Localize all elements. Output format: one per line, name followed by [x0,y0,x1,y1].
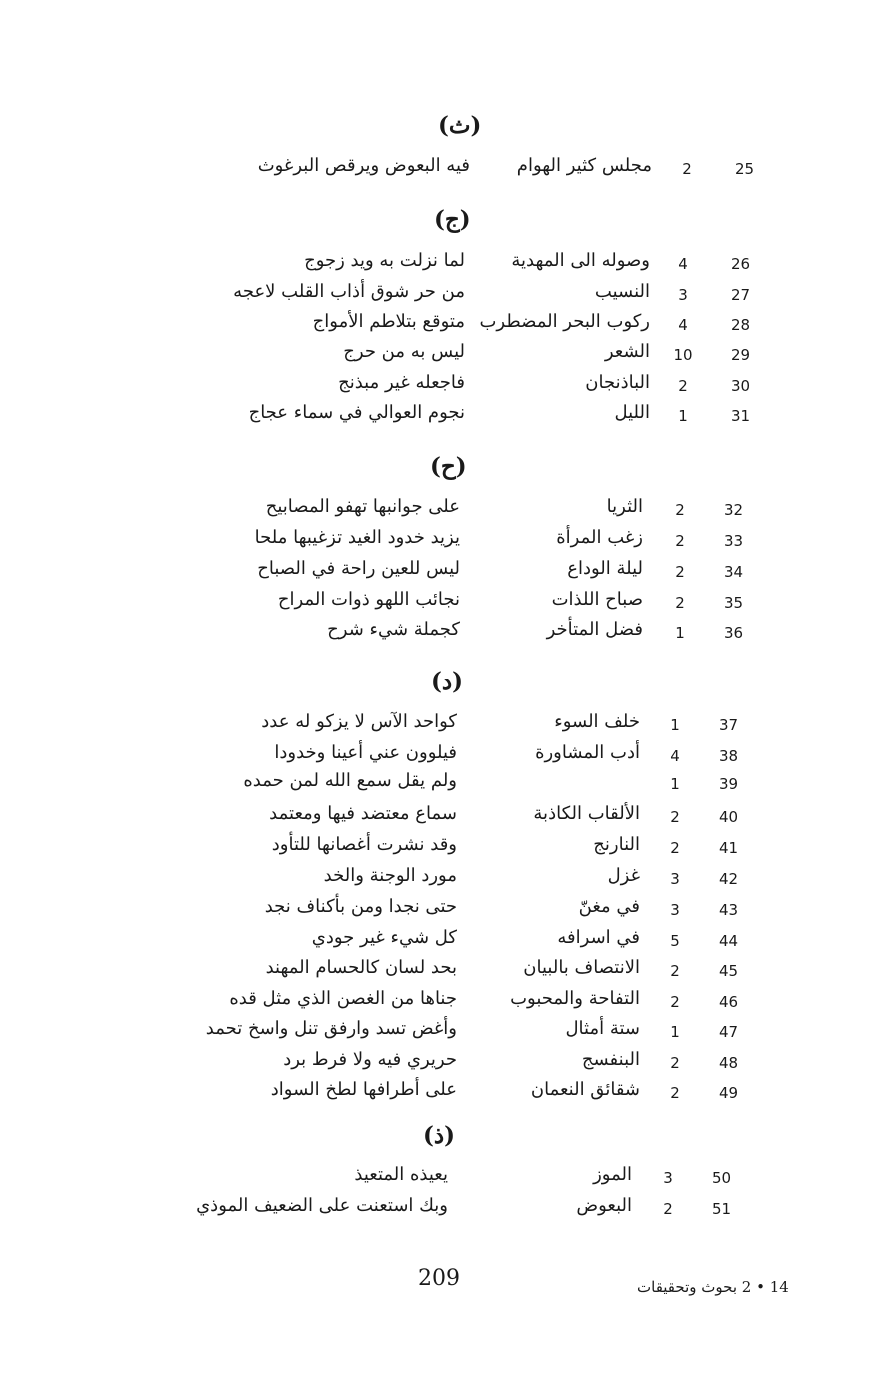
poem-title: الألقاب الكاذبة [533,803,640,824]
verse-ending: على أطرافها لطخ السواد [270,1079,457,1100]
entry-number: 51 [712,1200,732,1218]
entry-number: 33 [724,532,744,550]
entry-number: 30 [731,377,751,395]
entry-number: 40 [719,808,739,826]
poem-title: النسيب [594,281,650,302]
verse-ending: لما نزلت به ويد زجوج [304,250,465,271]
section-letter-heading: (د) [431,668,464,695]
poem-title: البنفسج [581,1049,640,1070]
verse-ending: على جوانبها تهفو المصابيح [265,496,460,517]
section-letter-heading: (ث) [438,112,482,139]
verse-count: 2 [670,839,680,857]
verse-count: 4 [670,747,680,765]
verse-ending: نجائب اللهو ذوات المراح [277,589,460,610]
verse-ending: كجملة شيء شرح [327,619,460,640]
verse-count: 10 [673,346,693,364]
verse-ending: جناها من الغصن الذي مثل قده [229,988,457,1009]
poem-title: الثريا [606,496,643,517]
verse-count: 5 [670,932,680,950]
verse-ending: فاجعله غير مبذنج [338,372,465,393]
section-letter-heading: (ذ) [423,1122,456,1149]
verse-count: 1 [670,775,680,793]
verse-ending: سماع معتضد فيها ومعتمد [269,803,457,824]
poem-title: مجلس كثير الهوام [516,155,652,176]
poem-title: شقائق النعمان [530,1079,640,1100]
verse-ending: كل شيء غير جودي [311,927,457,948]
verse-ending: متوقع بتلاطم الأمواج [312,311,465,332]
verse-count: 4 [678,255,688,273]
entry-number: 39 [719,775,739,793]
verse-count: 1 [670,716,680,734]
verse-count: 3 [678,286,688,304]
verse-count: 2 [675,501,685,519]
poem-title: وصوله الى المهدية [511,250,650,271]
verse-count: 1 [675,624,685,642]
verse-count: 2 [670,808,680,826]
verse-count: 2 [682,160,692,178]
poem-title: التفاحة والمحبوب [510,988,640,1009]
verse-count: 3 [663,1169,673,1187]
entry-number: 47 [719,1023,739,1041]
verse-ending: حتى نجدا ومن بأكناف نجد [264,896,457,917]
section-letter-heading: (ح) [430,453,467,480]
verse-count: 2 [670,1054,680,1072]
entry-number: 50 [712,1169,732,1187]
verse-count: 3 [670,901,680,919]
entry-number: 42 [719,870,739,888]
verse-ending: وأغض تسد وارفق تنل واسخ تحمد [205,1018,457,1039]
entry-number: 38 [719,747,739,765]
verse-count: 2 [675,563,685,581]
verse-ending: من حر شوق أذاب القلب لاعجه [233,281,465,302]
poem-title: الشعر [604,341,650,362]
entry-number: 36 [724,624,744,642]
entry-number: 46 [719,993,739,1011]
entry-number: 37 [719,716,739,734]
verse-ending: كواحد الآس لا يزكو له عدد [261,711,457,732]
verse-count: 2 [675,594,685,612]
poem-title: فضل المتأخر [546,619,643,640]
verse-count: 2 [678,377,688,395]
verse-ending: مورد الوجنة والخد [323,865,457,886]
verse-ending: يعيذه المتعيذ [354,1164,448,1185]
verse-ending: ولم يقل سمع الله لمن حمده [243,770,457,791]
verse-ending: فيه البعوض ويرقص البرغوث [257,155,470,176]
poem-title: في مغنّ [578,896,640,917]
page-number: 209 [418,1266,460,1291]
verse-count: 1 [678,407,688,425]
poem-title: ستة أمثال [565,1018,640,1039]
verse-ending: ليس للعين راحة في الصباح [257,558,460,579]
entry-number: 32 [724,501,744,519]
entry-number: 45 [719,962,739,980]
verse-count: 2 [663,1200,673,1218]
verse-count: 1 [670,1023,680,1041]
poem-title: ركوب البحر المضطرب [479,311,650,332]
verse-count: 2 [670,993,680,1011]
poem-title: الليل [614,402,650,423]
verse-ending: وبك استعنت على الضعيف الموذي [196,1195,448,1216]
poem-title: في اسرافه [557,927,640,948]
poem-title: أدب المشاورة [535,742,640,763]
entry-number: 41 [719,839,739,857]
verse-ending: يزيد خدود الغيد تزغيبها ملحا [254,527,460,548]
poem-title: الموز [593,1164,632,1185]
entry-number: 43 [719,901,739,919]
entry-number: 49 [719,1084,739,1102]
poem-title: الانتصاف بالبيان [523,957,640,978]
verse-ending: حريري فيه ولا فرط برد [283,1049,457,1070]
poem-title: صباح اللذات [551,589,643,610]
verse-count: 2 [670,1084,680,1102]
section-letter-heading: (ج) [434,206,471,233]
verse-ending: وقد نشرت أغصانها للتأود [271,834,457,855]
poem-title: البعوض [576,1195,632,1216]
entry-number: 28 [731,316,751,334]
verse-count: 3 [670,870,680,888]
poem-title: الباذنجان [585,372,650,393]
entry-number: 31 [731,407,751,425]
poem-title: زغب المرأة [556,527,643,548]
entry-number: 25 [735,160,755,178]
entry-number: 48 [719,1054,739,1072]
verse-count: 2 [670,962,680,980]
poem-title: النارنج [593,834,640,855]
verse-count: 2 [675,532,685,550]
poem-title: ليلة الوداع [567,558,643,579]
poem-title: خلف السوء [554,711,640,732]
poem-title: غزل [607,865,640,886]
entry-number: 44 [719,932,739,950]
footer-note: 14 • 2 بحوث وتحقيقات [637,1278,789,1296]
entry-number: 34 [724,563,744,581]
entry-number: 27 [731,286,751,304]
verse-ending: ليس به من حرج [343,341,465,362]
entry-number: 29 [731,346,751,364]
verse-ending: نجوم العوالي في سماء عجاج [248,402,465,423]
entry-number: 26 [731,255,751,273]
verse-count: 4 [678,316,688,334]
verse-ending: بحد لسان كالحسام المهند [265,957,457,978]
entry-number: 35 [724,594,744,612]
verse-ending: فيلوون عني أعينا وخدودا [274,742,457,763]
